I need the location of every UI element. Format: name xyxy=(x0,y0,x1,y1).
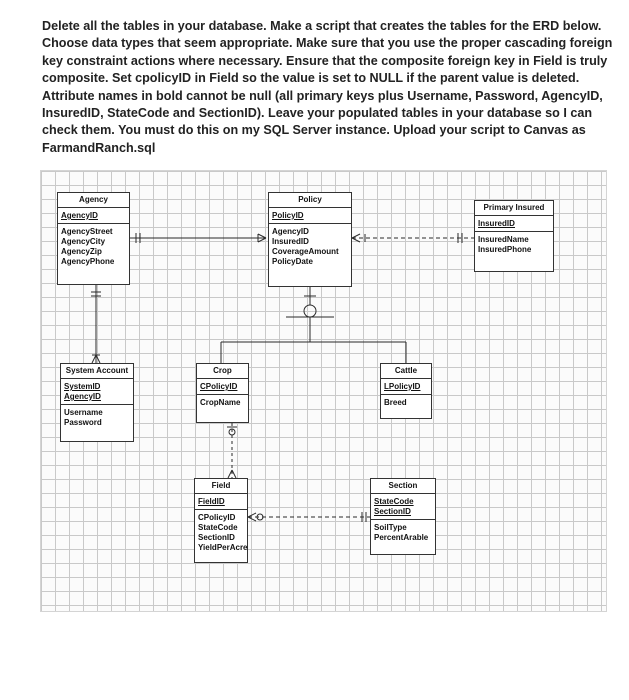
attribute-section xyxy=(269,224,351,270)
entity-title: Cattle xyxy=(381,364,431,379)
attribute: InsuredPhone xyxy=(478,245,532,254)
pk-attribute: InsuredID xyxy=(478,219,515,228)
instructions-text xyxy=(42,18,613,157)
attribute: PercentArable xyxy=(374,533,429,542)
pk-attribute: SystemID xyxy=(64,382,101,391)
attribute-section xyxy=(58,224,129,270)
attribute: PolicyDate xyxy=(272,257,313,266)
entity-field xyxy=(194,478,248,563)
attribute-section xyxy=(197,395,248,411)
attribute: CoverageAmount xyxy=(272,247,339,256)
attribute-section xyxy=(371,520,435,546)
instruction-line: check them. You must do this on my SQL Server instance. Upload your script to Canvas as xyxy=(42,123,586,138)
primary-key-section xyxy=(197,379,248,395)
pk-attribute: LPolicyID xyxy=(384,382,421,391)
attribute: Username xyxy=(64,408,103,417)
pk-attribute: StateCode xyxy=(374,497,414,506)
primary-key-section xyxy=(195,494,247,510)
attribute-section xyxy=(381,395,431,411)
primary-key-section xyxy=(381,379,431,395)
attribute: InsuredName xyxy=(478,235,529,244)
entity-title: Policy xyxy=(269,193,351,208)
primary-key-section xyxy=(61,379,133,405)
entity-agency xyxy=(57,192,130,285)
entity-section xyxy=(370,478,436,555)
attribute: AgencyStreet xyxy=(61,227,113,236)
pk-attribute: AgencyID xyxy=(64,392,101,401)
instruction-line: FarmandRanch.sql xyxy=(42,140,156,155)
pk-attribute: CPolicyID xyxy=(200,382,238,391)
attribute: AgencyZip xyxy=(61,247,102,256)
entity-title: Crop xyxy=(197,364,248,379)
attribute: SectionID xyxy=(198,533,235,542)
primary-key-section xyxy=(58,208,129,224)
primary-key-section xyxy=(475,216,553,232)
attribute: YieldPerAcre xyxy=(198,543,248,552)
instruction-line: key constraint actions where necessary. Ensure that the composite foreign key in Field is truly xyxy=(42,53,608,68)
entity-title: Primary Insured xyxy=(475,201,553,216)
attribute-section xyxy=(475,232,553,258)
entity-system-account xyxy=(60,363,134,442)
entity-primary-insured xyxy=(474,200,554,272)
attribute: SoilType xyxy=(374,523,407,532)
attribute: Password xyxy=(64,418,102,427)
entity-title: Agency xyxy=(58,193,129,208)
instruction-line: Attribute names in bold cannot be null (all primary keys plus Username, Password, AgencyID, xyxy=(42,88,603,103)
instruction-line: Delete all the tables in your database. Make a script that creates the tables for the ERD below. xyxy=(42,19,602,33)
attribute: AgencyCity xyxy=(61,237,106,246)
attribute: StateCode xyxy=(198,523,238,532)
pk-attribute: FieldID xyxy=(198,497,225,506)
attribute: CropName xyxy=(200,398,241,407)
entity-title: System Account xyxy=(61,364,133,379)
pk-attribute: SectionID xyxy=(374,507,411,516)
primary-key-section xyxy=(269,208,351,224)
entity-cattle xyxy=(380,363,432,419)
instruction-line: composite. Set cpolicyID in Field so the value is set to NULL if the parent value is deleted. xyxy=(42,71,580,86)
attribute: AgencyPhone xyxy=(61,257,115,266)
pk-attribute: PolicyID xyxy=(272,211,304,220)
instruction-line: Choose data types that seem appropriate. Make sure that you use the proper cascading foreign xyxy=(42,36,613,51)
primary-key-section xyxy=(371,494,435,520)
attribute: CPolicyID xyxy=(198,513,236,522)
attribute: AgencyID xyxy=(272,227,309,236)
pk-attribute: AgencyID xyxy=(61,211,98,220)
entity-crop xyxy=(196,363,249,423)
attribute: Breed xyxy=(384,398,407,407)
attribute: InsuredID xyxy=(272,237,309,246)
instruction-line: InsuredID, StateCode and SectionID). Leave your populated tables in your database so I can xyxy=(42,106,593,121)
entity-title: Field xyxy=(195,479,247,494)
attribute-section xyxy=(195,510,247,556)
entity-policy xyxy=(268,192,352,287)
entity-title: Section xyxy=(371,479,435,494)
attribute-section xyxy=(61,405,133,431)
